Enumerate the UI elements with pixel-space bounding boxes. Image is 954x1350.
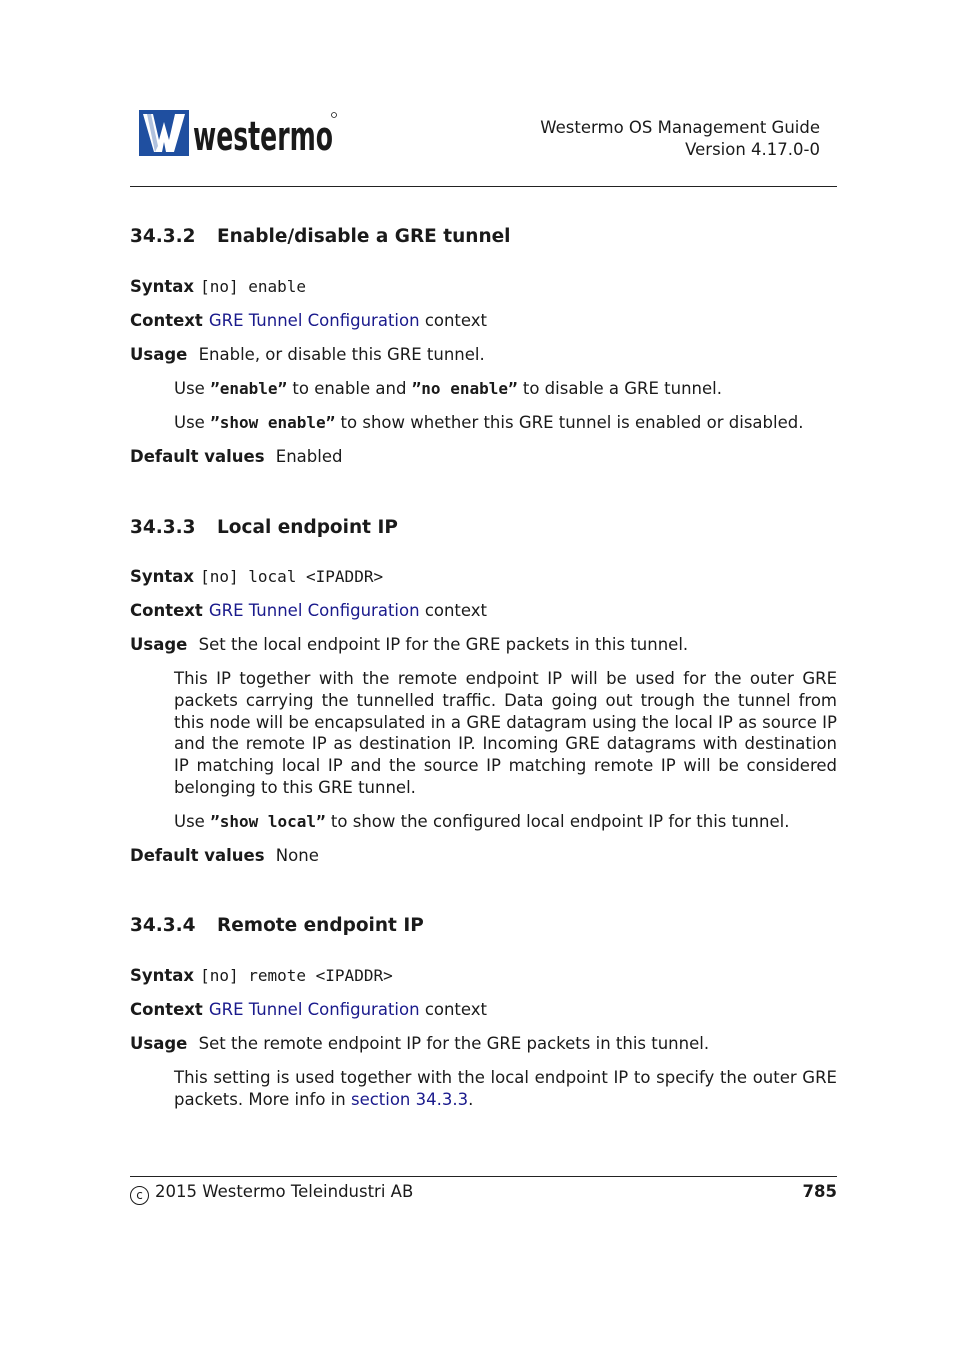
syntax-value: [no] remote <IPADDR> bbox=[200, 966, 393, 985]
default-label: Default values bbox=[130, 447, 265, 466]
usage-text: Enable, or disable this GRE tunnel. bbox=[198, 345, 485, 364]
section-heading bbox=[130, 915, 424, 936]
text: to enable and bbox=[287, 379, 412, 398]
copyright-text: 2015 Westermo Teleindustri AB bbox=[155, 1182, 414, 1201]
context-link[interactable]: GRE Tunnel Configuration bbox=[208, 601, 420, 620]
context-row bbox=[130, 601, 487, 620]
usage-row bbox=[130, 1034, 709, 1053]
context-suffix: context bbox=[424, 1000, 488, 1019]
text: Use bbox=[174, 379, 211, 398]
header-info bbox=[540, 117, 820, 161]
header-rule bbox=[130, 186, 837, 187]
default-label: Default values bbox=[130, 846, 265, 865]
guide-version: Version 4.17.0-0 bbox=[685, 140, 820, 159]
usage-row bbox=[130, 345, 485, 364]
context-label: Context bbox=[130, 1000, 203, 1019]
context-row bbox=[130, 1000, 487, 1019]
copyright bbox=[130, 1182, 413, 1205]
context-link[interactable]: GRE Tunnel Configuration bbox=[208, 311, 420, 330]
usage-label: Usage bbox=[130, 345, 188, 364]
text: This setting is used together with the local endpoint IP to specify the outer GRE packets. More info in bbox=[174, 1068, 837, 1109]
syntax-value: [no] enable bbox=[200, 277, 307, 296]
syntax-label: Syntax bbox=[130, 966, 195, 985]
section-title: Enable/disable a GRE tunnel bbox=[217, 226, 511, 247]
section-title: Remote endpoint IP bbox=[217, 915, 424, 936]
text: to disable a GRE tunnel. bbox=[517, 379, 722, 398]
footer-rule bbox=[130, 1176, 837, 1177]
text: . bbox=[468, 1089, 474, 1109]
usage-paragraph bbox=[174, 413, 837, 432]
syntax-label: Syntax bbox=[130, 277, 195, 296]
guide-title: Westermo OS Management Guide bbox=[540, 118, 820, 137]
usage-row bbox=[130, 635, 688, 654]
usage-paragraph bbox=[174, 812, 837, 831]
copyright-icon: c bbox=[130, 1186, 149, 1205]
usage-paragraph bbox=[174, 1067, 837, 1111]
section-heading bbox=[130, 226, 511, 247]
text: to show whether this GRE tunnel is enabled or disabled. bbox=[335, 413, 804, 432]
context-row bbox=[130, 311, 487, 330]
page-number: 785 bbox=[802, 1182, 837, 1201]
code-command: ”show local” bbox=[210, 812, 326, 831]
syntax-row bbox=[130, 277, 306, 296]
section-number: 34.3.4 bbox=[130, 915, 196, 936]
syntax-row bbox=[130, 966, 393, 985]
usage-text: Set the remote endpoint IP for the GRE packets in this tunnel. bbox=[198, 1034, 710, 1053]
syntax-label: Syntax bbox=[130, 567, 195, 586]
code-command: ”show enable” bbox=[210, 413, 336, 432]
usage-text: Set the local endpoint IP for the GRE packets in this tunnel. bbox=[198, 635, 689, 654]
text: Use bbox=[174, 413, 211, 432]
section-title: Local endpoint IP bbox=[217, 517, 398, 538]
syntax-row bbox=[130, 567, 383, 586]
section-number: 34.3.2 bbox=[130, 226, 196, 247]
context-label: Context bbox=[130, 601, 203, 620]
section-heading bbox=[130, 517, 398, 538]
default-value: Enabled bbox=[275, 447, 343, 466]
svg-text:westermo: westermo bbox=[193, 114, 333, 160]
text: to show the configured local endpoint IP for this tunnel. bbox=[325, 812, 790, 831]
code-command: ”enable” bbox=[210, 379, 288, 398]
default-row bbox=[130, 846, 319, 865]
usage-paragraph bbox=[174, 379, 837, 398]
syntax-value: [no] local <IPADDR> bbox=[200, 567, 384, 586]
code-command: ”no enable” bbox=[411, 379, 518, 398]
context-suffix: context bbox=[424, 601, 488, 620]
context-label: Context bbox=[130, 311, 203, 330]
default-row bbox=[130, 447, 342, 466]
context-suffix: context bbox=[424, 311, 488, 330]
usage-label: Usage bbox=[130, 1034, 188, 1053]
westermo-logo bbox=[139, 110, 339, 158]
context-link[interactable]: GRE Tunnel Configuration bbox=[208, 1000, 420, 1019]
default-value: None bbox=[275, 846, 319, 865]
text: Use bbox=[174, 812, 211, 831]
section-number: 34.3.3 bbox=[130, 517, 196, 538]
usage-label: Usage bbox=[130, 635, 188, 654]
usage-paragraph: This IP together with the remote endpoint IP will be used for the outer GRE packets carrying the tunnelled traffic. Data going out trough the tunnel from this node will be encapsulated in a GRE datagram using the local IP as source IP and the remote IP as destination IP. Incoming GRE datagrams with destination IP matching local IP and the source IP matching remote IP will be considered belonging to this GRE tunnel. bbox=[174, 669, 837, 797]
section-link[interactable]: section 34.3.3 bbox=[350, 1089, 469, 1109]
